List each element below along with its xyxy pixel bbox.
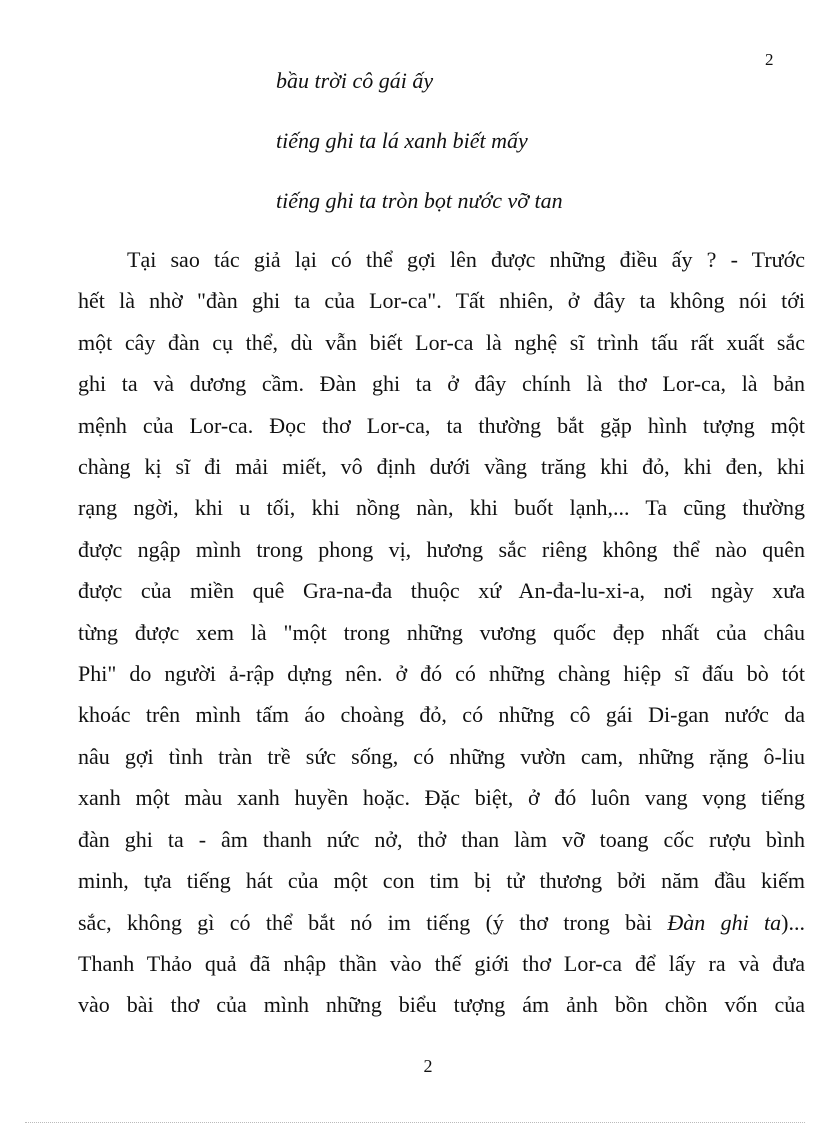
text-line: nâu gợi tình tràn trề sức sống, có những vườn cam, những rặng ô-liu	[78, 743, 805, 769]
body-paragraph	[78, 239, 805, 1026]
page-number-top: 2	[765, 50, 774, 69]
text-line: được ngập mình trong phong vị, hương sắc riêng không thể nào quên	[78, 536, 805, 562]
text-line: xanh một màu xanh huyền hoặc. Đặc biệt, ở đó luôn vang vọng tiếng	[78, 785, 805, 811]
text-line: chàng kị sĩ đi mải miết, vô định dưới vầng trăng khi đỏ, khi đen, khi	[78, 454, 805, 480]
text-line: ghi ta và dương cầm. Đàn ghi ta ở đây chính là thơ Lor-ca, là bản	[78, 371, 805, 397]
text-line: minh, tựa tiếng hát của một con tim bị tử thương bởi năm đầu kiếm	[78, 868, 805, 894]
poem-line: tiếng ghi ta lá xanh biết mấy	[276, 128, 528, 153]
text-segment: )...	[781, 909, 805, 935]
text-line: đàn ghi ta - âm thanh nức nở, thở than làm vỡ toang cốc rượu bình	[78, 826, 805, 852]
text-line: được của miền quê Gra-na-đa thuộc xứ An-đa-lu-xi-a, nơi ngày xưa	[78, 578, 805, 604]
text-line: từng được xem là "một trong những vương quốc đẹp nhất của châu	[78, 619, 805, 645]
text-line: vào bài thơ của mình những biểu tượng ám ảnh bồn chồn vốn của	[78, 992, 805, 1018]
text-line: Phi" do người ả-rập dựng nên. ở đó có những chàng hiệp sĩ đấu bò tót	[78, 661, 805, 687]
poem-title: Đàn ghi ta	[667, 909, 782, 935]
text-line: hết là nhờ "đàn ghi ta của Lor-ca". Tất nhiên, ở đây ta không nói tới	[78, 288, 805, 314]
page-number-bottom: 2	[423, 1056, 433, 1076]
poem-excerpt	[276, 62, 563, 242]
text-line: rạng ngời, khi u tối, khi nồng nàn, khi buốt lạnh,... Ta cũng thường	[78, 495, 805, 521]
text-line: mệnh của Lor-ca. Đọc thơ Lor-ca, ta thường bắt gặp hình tượng một	[78, 412, 805, 438]
text-line	[78, 902, 805, 943]
text-line: khoác trên mình tấm áo choàng đỏ, có những cô gái Di-gan nước da	[78, 702, 805, 728]
text-line: Thanh Thảo quả đã nhập thần vào thế giới thơ Lor-ca để lấy ra và đưa	[78, 950, 805, 976]
text-segment: sắc, không gì có thể bắt nó im tiếng (ý thơ trong bài	[78, 909, 668, 935]
text-line: Tại sao tác giả lại có thể gợi lên được những điều ấy ? - Trước	[127, 247, 805, 272]
poem-line: tiếng ghi ta tròn bọt nước vỡ tan	[276, 188, 563, 213]
text-line: một cây đàn cụ thể, dù vẫn biết Lor-ca là nghệ sĩ trình tấu rất xuất sắc	[78, 329, 805, 355]
poem-line: bầu trời cô gái ấy	[276, 68, 434, 93]
